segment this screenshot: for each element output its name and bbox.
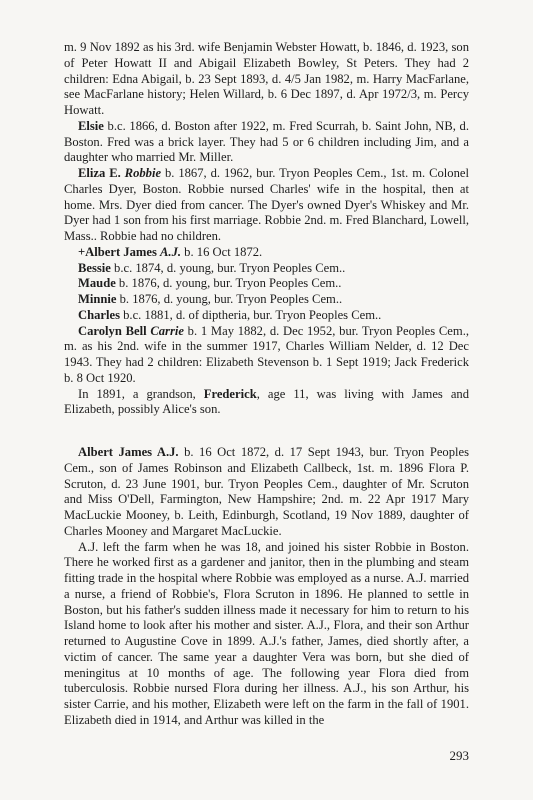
name-frederick: Frederick	[203, 386, 257, 401]
entry-maude: Maude b. 1876, d. young, bur. Tryon Peoples Cem..	[78, 276, 342, 291]
name-carolyn: Carolyn Bell Carrie	[78, 323, 184, 338]
name-charles: Charles	[78, 307, 120, 322]
paragraph-howatt: m. 9 Nov 1892 as his 3rd. wife Benjamin Webster Howatt, b. 1846, d. 1923, son of Peter Howatt II and Abigail Elizabeth Bowley, St Peters. They had 2 children: Edna Abigail, b. 23 Sept 1893, d. 4/5 Jan 1982, m. Harry MacFarlane, see MacFarlane history; Helen Willard, b. 6 Dec 1897, d. Apr 1972/3, m. Percy Howatt.	[64, 40, 469, 117]
entry-elsie: Elsie b.c. 1866, d. Boston after 1922, m. Fred Scurrah, b. Saint John, NB, d. Boston. Fred was a brick layer. They had 5 or 6 children including Jim, and a daughter who married Mr. Miller.	[64, 118, 469, 165]
paragraph-narrative: A.J. left the farm when he was 18, and joined his sister Robbie in Boston. There he worked first as a gardener and janitor, then in the plumbing and steam fitting trade in the hospital where Robbie was employed as a nurse. A.J. married a nurse, a friend of Robbie's, Flora Scruton in 1896. He planned to settle in Boston, but his father's sudden illness made it necessary for him to return to his Island home to look after his mother and sister. A.J., Flora, and their son Arthur returned to Augustine Cove in 1899. A.J.'s father, James, died shortly after, a victim of cancer. The same year a daughter Vera was born, but she died of meningitus at 10 months of age. The following year Flora died from tuberculosis. Robbie nursed Flora during her illness. A.J., his son Arthur, his sister Carrie, and his mother, Elizabeth were left on the farm in the fall of 1901. Elizabeth died in 1914, and Arthur was killed in the	[64, 539, 469, 727]
entry-albert-short: +Albert James A.J. b. 16 Oct 1872.	[78, 244, 263, 259]
entry-carolyn: Carolyn Bell Carrie b. 1 May 1882, d. Dec 1952, bur. Tryon Peoples Cem., m. as his 2nd. wife in the summer 1917, Charles William Nelder, d. 12 Dec 1943. They had 2 children: Elizabeth Stevenson b. 1 Sept 1919; Jack Frederick b. 8 Oct 1920.	[64, 323, 469, 385]
name-albert-short: +Albert James A.J.	[78, 244, 182, 259]
entry-charles: Charles b.c. 1881, d. of diptheria, bur. Tryon Peoples Cem..	[78, 307, 382, 322]
entry-albert-james: Albert James A.J. b. 16 Oct 1872, d. 17 Sept 1943, bur. Tryon Peoples Cem., son of James Robinson and Elizabeth Callbeck, 1st. m. 1896 Flora P. Scruton, d. 23 June 1901, bur. Tryon Peoples Cem., daughter of Mr. Scruton and Miss O'Dell, Farmington, New Hampshire; 2nd. m. 22 Apr 1917 Mary MacLuckie Mooney, b. Leith, Edinburgh, Scotland, 19 Nov 1889, daughter of Charles Mooney and Margaret MacLuckie.	[64, 445, 469, 538]
name-maude: Maude	[78, 276, 116, 291]
paragraph-frederick: In 1891, a grandson, Frederick, age 11, was living with James and Elizabeth, possibly Alice's son.	[64, 386, 470, 417]
entry-eliza: Eliza E. Robbie b. 1867, d. 1962, bur. Tryon Peoples Cem., 1st. m. Colonel Charles Dyer, Boston. Robbie nursed Charles' wife in the hospital, then at home. Mrs. Dyer died from cancer. The Dyer's owned Dyer's Whiskey and Mr. Dyer had 1 son from his first marriage. Robbie 2nd. m. Fred Blanchard, Lowell, Mass.. Robbie had no children.	[64, 166, 469, 243]
page-number: 293	[449, 748, 469, 763]
name-bessie: Bessie	[78, 260, 111, 275]
name-minnie: Minnie	[78, 292, 117, 306]
entry-minnie: Minnie b. 1876, d. young, bur. Tryon Peoples Cem..	[78, 292, 343, 306]
name-elsie: Elsie	[78, 118, 104, 133]
name-albert-james: Albert James A.J.	[78, 445, 179, 459]
name-eliza: Eliza E. Robbie	[78, 166, 162, 180]
entry-bessie: Bessie b.c. 1874, d. young, bur. Tryon Peoples Cem..	[78, 260, 346, 275]
section-gap	[64, 418, 469, 445]
